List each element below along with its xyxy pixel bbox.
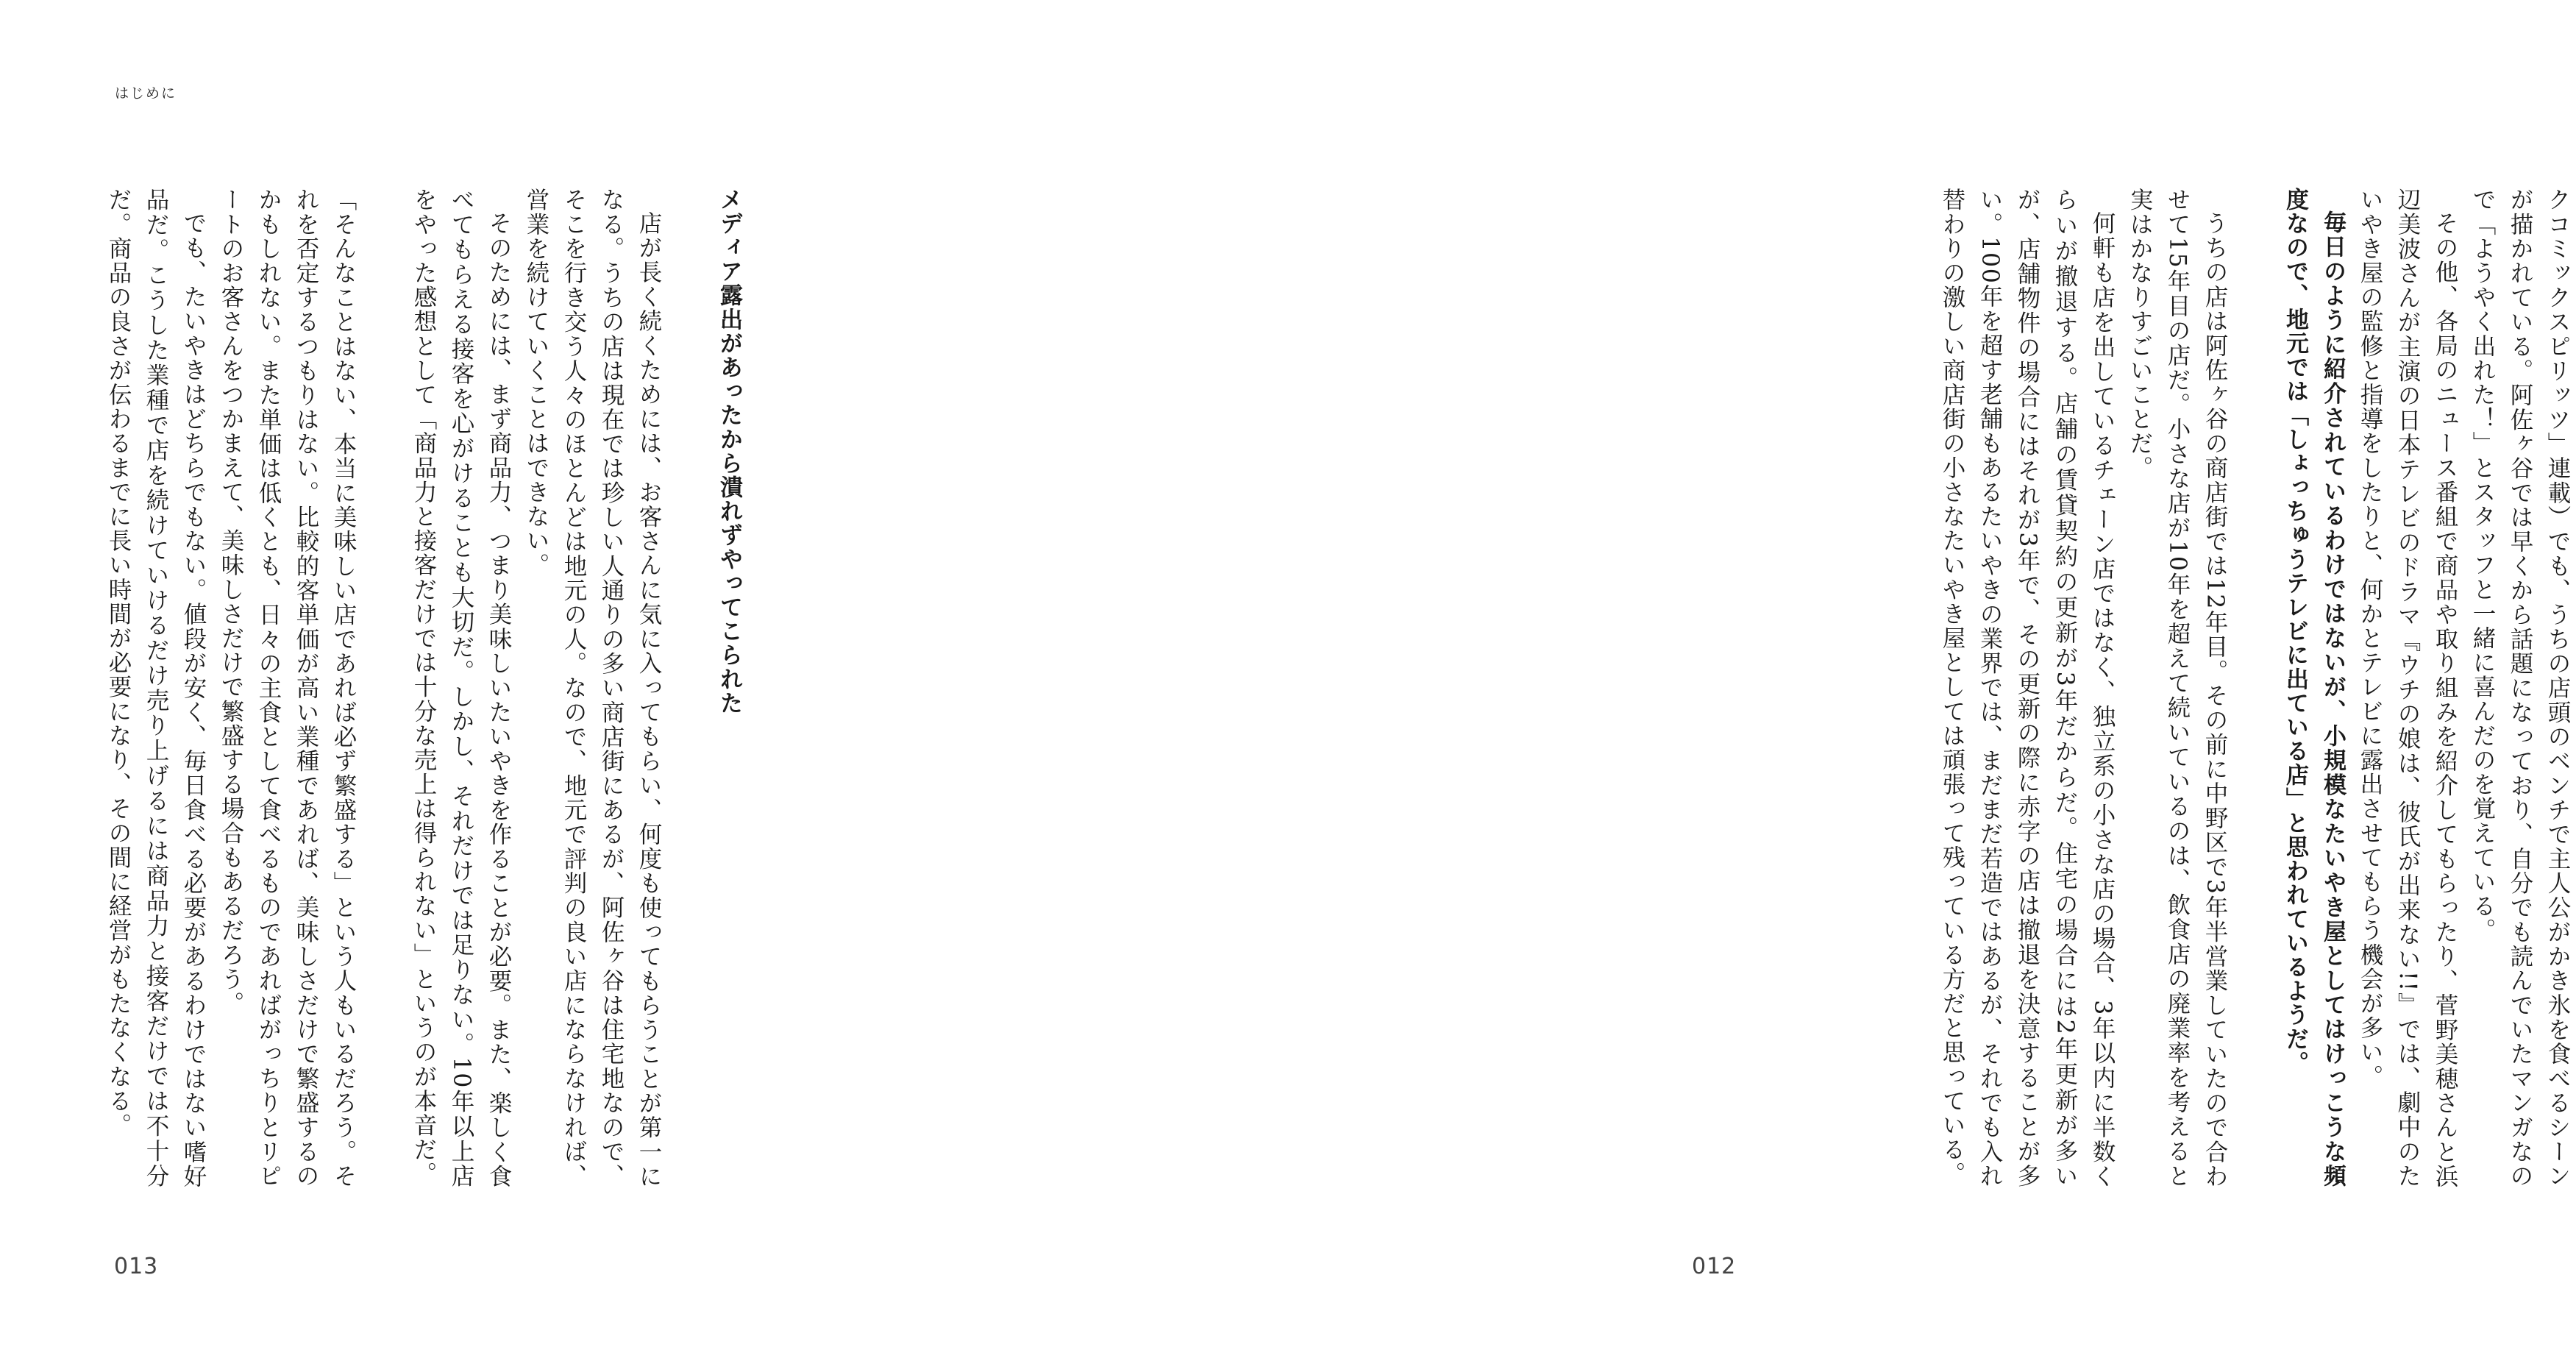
paragraph: 「そんなことはない、本当に美味しい店であれば必ず繁盛する」という人もいるだろう。それを否定するつもりはない。比較的客単価が高い業種であれば、美味しさだけで繁盛するのかもしれない。また単価は低くとも、日々の主食として食べるものであればがっちりとリピートのお客さんをつかまえて、美味しさだけで繁盛する場合もあるだろう。: [218, 188, 357, 1188]
paragraph: その他、各局のニュース番組で商品や取り組みを紹介してもらったり、菅野美穂さんと浜辺美波さんが主演の日本テレビのドラマ『ウチの娘は、彼氏が出来ない!!』では、劇中のたいやき屋の監修と指導をしたりと、何かとテレビに露出させてもらう機会が多い。: [2357, 188, 2458, 1188]
right-page: [919, 0, 2571, 1350]
running-head: はじめに: [115, 85, 177, 102]
bold-paragraph: 毎日のように紹介されているわけではないが、小規模なたいやき屋としてはけっこうな頻度なので、地元では「しょっちゅうテレビに出ている店」と思われているようだ。: [2282, 188, 2346, 1188]
page-number: 012: [1692, 1254, 1737, 1279]
left-page-body: [107, 188, 747, 1188]
paragraph: そのためには、まず商品力、つまり美味しいたいやきを作ることが必要。また、楽しく食べてもらえる接客を心がけることも大切だ。しかし、それだけでは足りない。10年以上店をやった感想として「商品力と接客だけでは十分な売上は得られない」というのが本音だ。: [410, 188, 512, 1188]
paragraph: クコミックスピリッツ」連載）でも、うちの店頭のベンチで主人公がかき氷を食べるシーンが描かれている。阿佐ヶ谷では早くから話題になっており、自分でも読んでいたマンガなので「ようやく出れた！」とスタッフと一緒に喜んだのを覚えている。: [2469, 188, 2571, 1188]
paragraph: 何軒も店を出しているチェーン店ではなく、独立系の小さな店の場合、3年以内に半数くらいが撤退する。店舗の賃貸契約の更新が3年だからだ。住宅の場合には2年更新が多いが、店舗物件の場合にはそれが3年で、その更新の際に赤字の店は撤退を決意することが多い。100年を超す老舗もあるたいやきの業界では、まだまだ若造ではあるが、それでも入れ替わりの激しい商店街の小さなたいやき屋としては頑張って残っている方だと思っている。: [1939, 188, 2116, 1189]
paragraph: 店が長く続くためには、お客さんに気に入ってもらい、何度も使ってもらうことが第一になる。うちの店は現在では珍しい人通りの多い商店街にあるが、阿佐ヶ谷は住宅地なので、そこを行き交う人々のほとんどは地元の人。なので、地元で評判の良い店にならなければ、営業を続けていくことはできない。: [523, 188, 662, 1188]
section-heading: メディア露出があったから潰れずやってこられた: [716, 188, 742, 716]
right-page-body: [1939, 188, 2576, 1189]
paragraph: うちの店は阿佐ヶ谷の商店街では12年目。その前に中野区で3年半営業していたので合わせて15年目の店だ。小さな店が10年を超えて続いているのは、飲食店の廃業率を考えると実はかなりすごいことだ。: [2127, 188, 2228, 1188]
left-page: [0, 0, 919, 1350]
paragraph: でも、たいやきはどちらでもない。値段が安く、毎日食べる必要があるわけではない嗜好品だ。こうした業種で店を続けていけるだけ売り上げるには商品力と接客だけでは不十分だ。商品の良さが伝わるまでに長い時間が必要になり、その間に経営がもたなくなる。: [105, 188, 207, 1188]
page-number: 013: [114, 1254, 159, 1279]
